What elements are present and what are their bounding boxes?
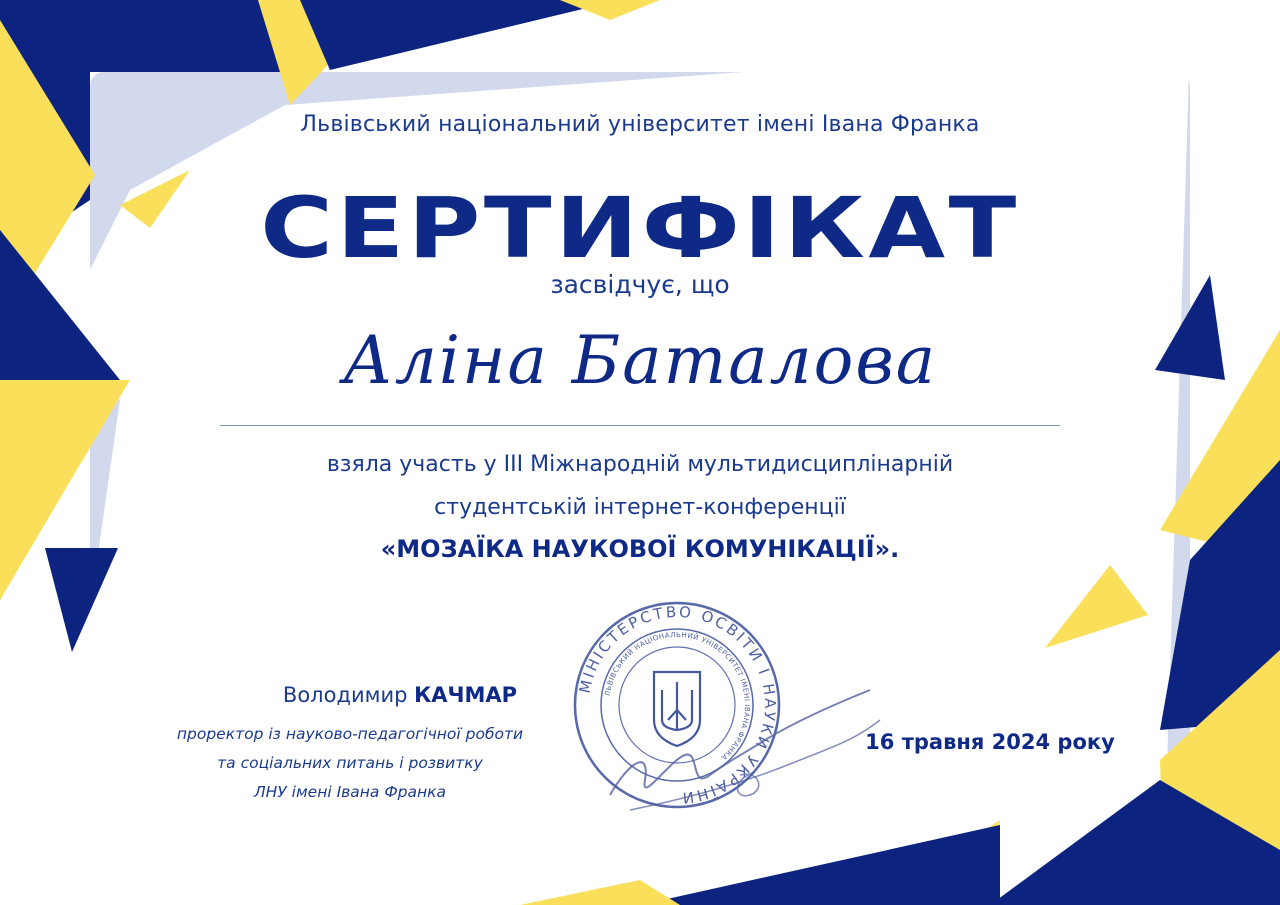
participation-text-line1: взяла участь у ІІІ Міжнародній мультидисциплінарній — [326, 452, 954, 477]
participation-text-line2: студентській інтернет-конференції — [434, 495, 846, 520]
name-underline — [220, 425, 1060, 426]
signer-last-name: КАЧМАР — [414, 683, 518, 707]
certificate-date: 16 травня 2024 року — [865, 730, 1115, 754]
signer-role-line3: ЛНУ імені Івана Франка — [253, 783, 447, 801]
certificate-title: СЕРТИФІКАТ — [260, 179, 1020, 277]
seal-inner-text: ЛЬВІВСЬКИЙ НАЦІОНАЛЬНИЙ УНІВЕРСИТЕТ ІМЕНІ ІВАНА ФРАНКА — [603, 630, 752, 762]
signer-role-line1: проректор із науково-педагогічної роботи — [176, 725, 524, 743]
certifies-text: засвідчує, що — [550, 270, 730, 299]
signer-role-line2: та соціальних питань і розвитку — [217, 754, 483, 772]
signer-name — [160, 683, 640, 707]
seal-outer-text: МІНІСТЕРСТВО ОСВІТИ І НАУКИ УКРАЇНИ — [575, 602, 780, 808]
signer-first-name: Володимир — [282, 683, 408, 707]
recipient-name: Аліна Баталова — [342, 322, 938, 399]
university-name: Львівський національний університет імені Івана Франка — [300, 112, 980, 137]
conference-name: «МОЗАЇКА НАУКОВОЇ КОМУНІКАЦІЇ». — [380, 535, 900, 563]
